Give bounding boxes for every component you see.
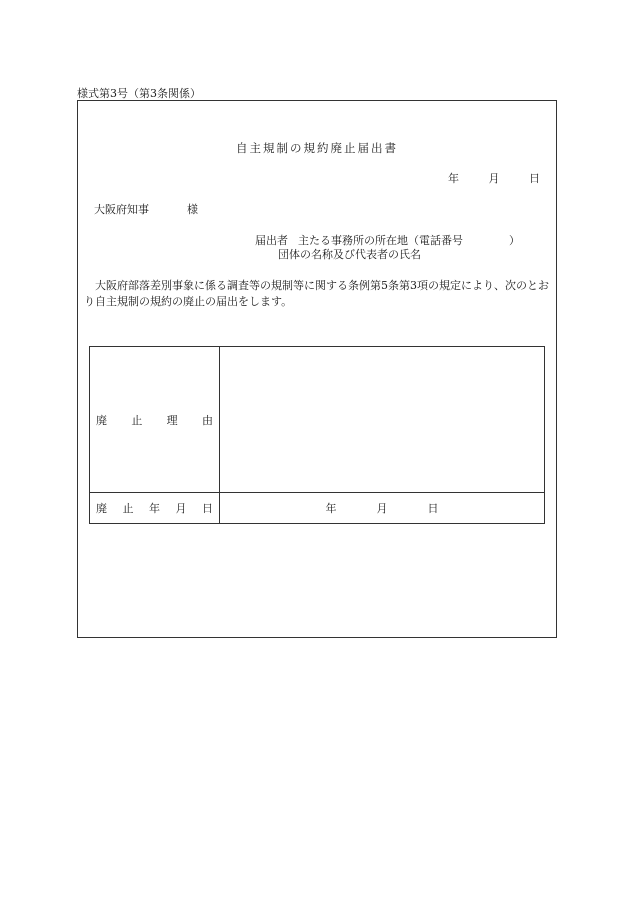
- document-title: 自主規制の規約廃止届出書: [236, 141, 398, 155]
- form-frame: [77, 100, 557, 638]
- reason-label-char: 止: [131, 413, 143, 427]
- date-label-char: 廃: [96, 502, 107, 515]
- abolition-table: [89, 346, 545, 524]
- addressee-name: 大阪府知事: [94, 203, 149, 216]
- date-value-cell[interactable]: [220, 493, 545, 524]
- date-label: [90, 500, 219, 516]
- reason-label-char: 由: [201, 413, 213, 427]
- submission-date: [448, 170, 540, 186]
- abolition-date: [220, 500, 544, 516]
- date-month: 月: [488, 172, 500, 185]
- date-row: [90, 493, 545, 524]
- date-year: 年: [448, 172, 459, 185]
- abolition-month: 月: [376, 502, 388, 515]
- abolition-year: 年: [325, 502, 337, 515]
- phone-paren-close: ）: [509, 234, 520, 247]
- addressee: [94, 201, 198, 217]
- applicant-label: 届出者: [255, 234, 288, 247]
- form-number: 様式第3号（第3条関係）: [77, 87, 201, 100]
- reason-label-char: 廃: [96, 413, 107, 427]
- office-address-label: 主たる事務所の所在地（電話番号: [298, 234, 463, 247]
- reason-value-cell[interactable]: [220, 347, 545, 493]
- reason-row: [90, 347, 545, 493]
- reason-label: [90, 412, 219, 428]
- date-label-char: 月: [175, 502, 187, 515]
- abolition-day: 日: [427, 502, 439, 515]
- reason-label-cell: [90, 347, 220, 493]
- date-label-char: 年: [149, 502, 160, 515]
- date-label-char: 日: [202, 502, 213, 515]
- reason-label-char: 理: [166, 413, 178, 427]
- date-label-char: 止: [122, 502, 134, 515]
- date-label-cell: [90, 493, 220, 524]
- date-day: 日: [529, 172, 540, 185]
- body-text: 大阪府部落差別事象に係る調査等の規制等に関する条例第5条第3項の規定により、次のとおり自主規制の規約の廃止の届出をします。: [84, 279, 549, 308]
- group-representative-label: 団体の名称及び代表者の氏名: [278, 248, 421, 261]
- addressee-honorific: 様: [187, 203, 198, 216]
